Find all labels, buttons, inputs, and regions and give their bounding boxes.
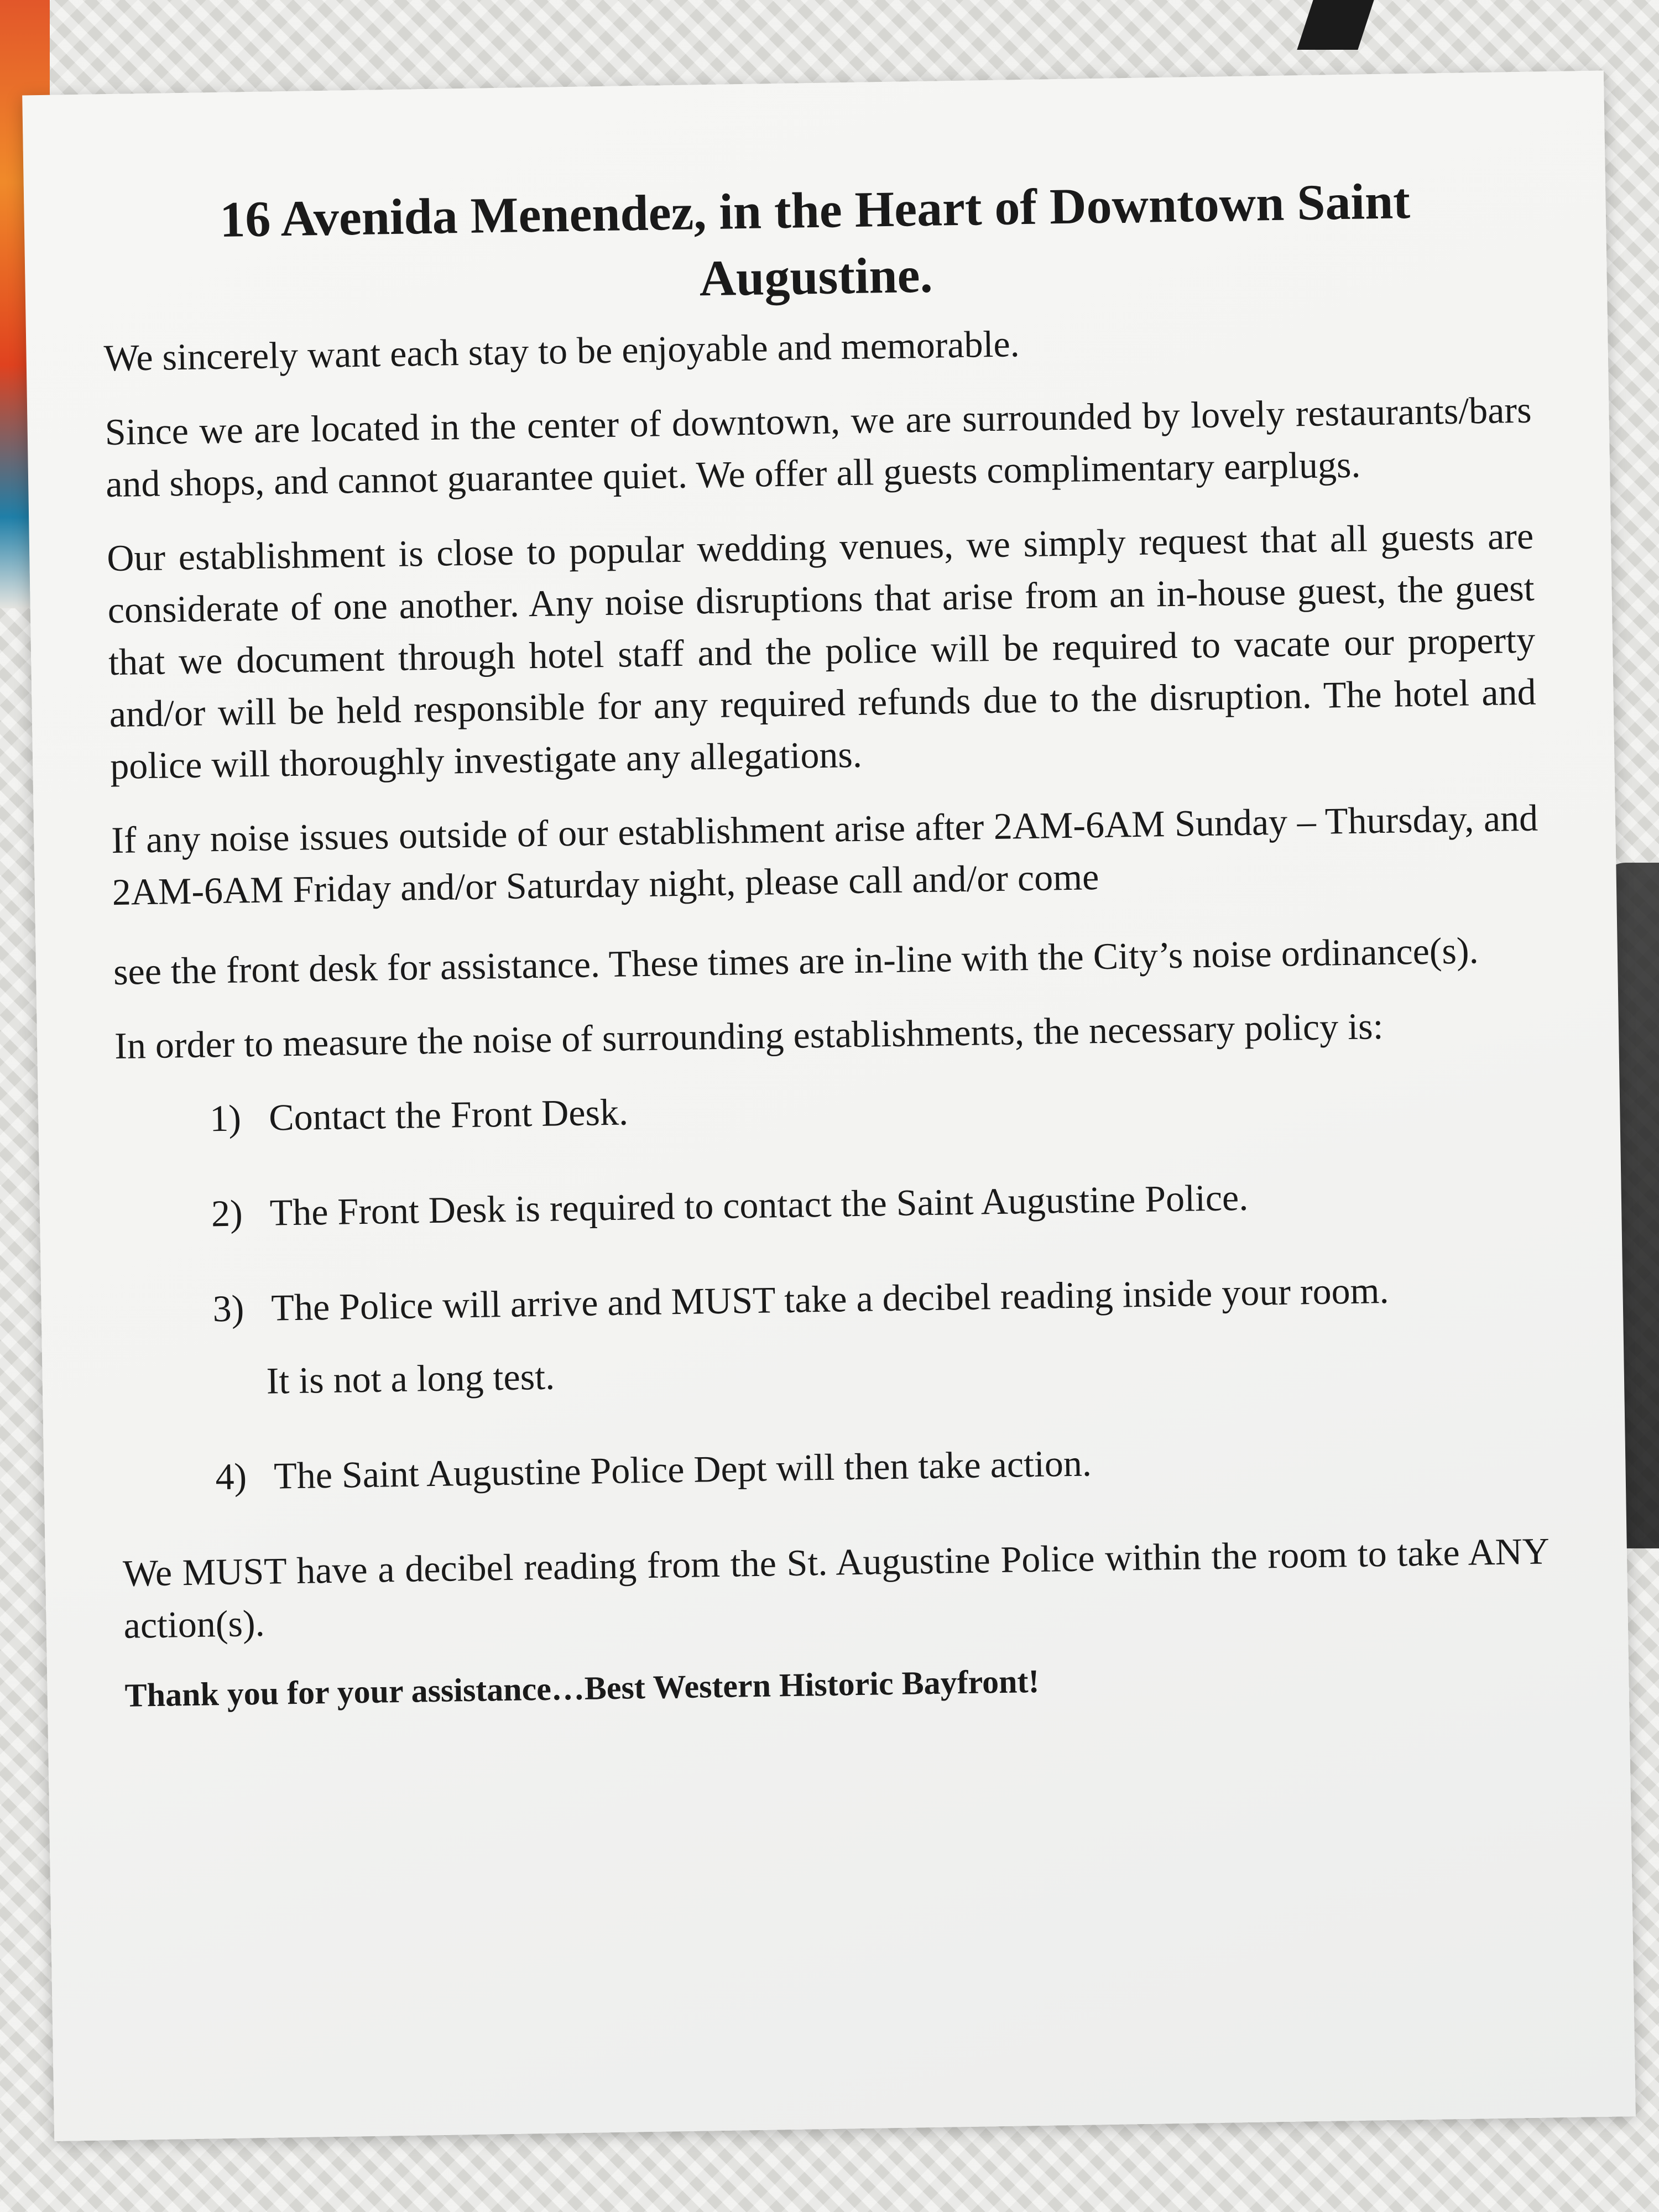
notice-title: 16 Avenida Menendez, in the Heart of Downtown Saint Augustine. bbox=[219, 173, 1411, 307]
policy-intro: In order to measure the noise of surrounding establishments, the necessary policy is: bbox=[114, 1005, 1384, 1067]
front-desk-paragraph: see the front desk for assistance. These times are in-line with the City’s noise ordinance(s). bbox=[113, 929, 1479, 993]
policy-step bbox=[212, 1261, 1546, 1334]
quiet-hours-paragraph: If any noise issues outside of our establishment arise after 2AM-6AM Sunday – Thursday, and 2AM-6AM Friday and/or Saturday night, please call and/or come bbox=[111, 796, 1538, 914]
step-number: 4) bbox=[215, 1455, 247, 1498]
weddings-paragraph: Our establishment is close to popular wedding venues, we simply request that all guests are considerate of one another. Any noise disruptions that arise from an in-house guest, the guest that we document through hotel staff and the police will be required to vacate our property and/or will be held responsible for any required refunds due to the disruption. The hotel and police will thoroughly investigate any allegations. bbox=[106, 514, 1537, 787]
step-number: 3) bbox=[212, 1287, 244, 1330]
step-number: 1) bbox=[209, 1097, 242, 1140]
policy-step bbox=[211, 1166, 1544, 1239]
step-text: The Front Desk is required to contact the Saint Augustine Police. bbox=[269, 1176, 1249, 1234]
step-text: The Police will arrive and MUST take a decibel reading inside your room. bbox=[270, 1269, 1389, 1329]
intro-paragraph: We sincerely want each stay to be enjoyable and memorable. bbox=[103, 322, 1020, 379]
policy-steps bbox=[116, 1072, 1548, 1504]
policy-step bbox=[210, 1072, 1543, 1145]
step-text: Contact the Front Desk. bbox=[268, 1091, 629, 1139]
requirement-paragraph: We MUST have a decibel reading from the St. Augustine Police within the room to take ANY action(s). bbox=[122, 1530, 1550, 1646]
thank-you-line: Thank you for your assistance…Best Western Historic Bayfront! bbox=[124, 1662, 1040, 1714]
notice-sheet bbox=[22, 71, 1636, 2141]
step-number: 2) bbox=[211, 1192, 243, 1235]
policy-step bbox=[215, 1430, 1548, 1503]
step-text: The Saint Augustine Police Dept will then take action. bbox=[273, 1442, 1092, 1497]
step-note: It is not a long test. bbox=[266, 1355, 555, 1402]
location-paragraph: Since we are located in the center of downtown, we are surrounded by lovely restaurants/bars and shops, and cannot guarantee quiet. We offer all guests complimentary earplugs. bbox=[105, 388, 1532, 505]
